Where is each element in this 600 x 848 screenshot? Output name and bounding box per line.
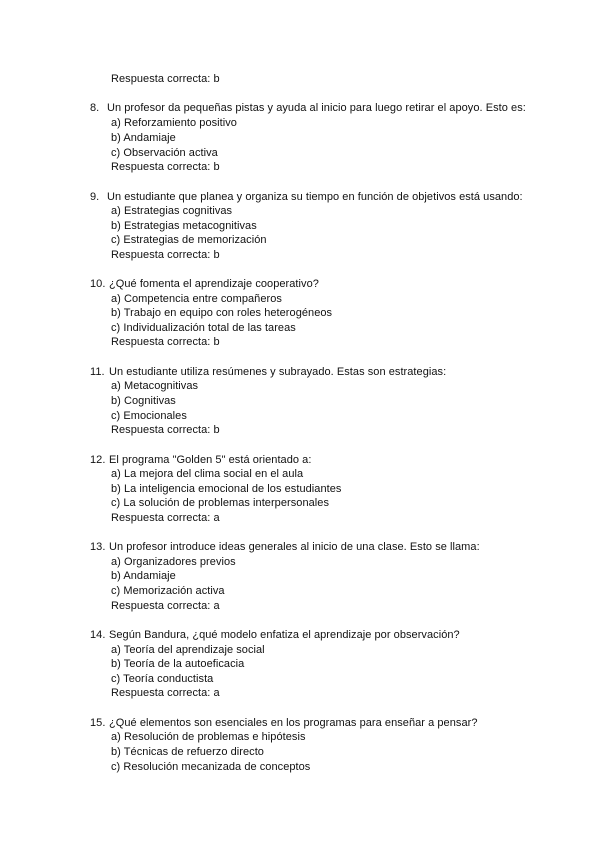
q13-number: 13. [90,541,106,553]
q9-option-a: a) Estrategias cognitivas [111,205,233,217]
q10-number: 10. [90,278,106,290]
q14-answer: Respuesta correcta: a [111,687,220,699]
q9-text: Un estudiante que planea y organiza su tiempo en función de objetivos está usando: [107,191,523,203]
q9-answer: Respuesta correcta: b [111,249,220,261]
q8-option-a: a) Reforzamiento positivo [111,117,237,129]
q14-number: 14. [90,629,106,641]
q13-text: Un profesor introduce ideas generales al inicio de una clase. Esto se llama: [109,541,480,553]
q12-number: 12. [90,454,106,466]
q15-question [90,716,478,730]
q8-question [90,101,526,115]
q8-option-b: b) Andamiaje [111,132,176,144]
q14-option-b: b) Teoría de la autoeficacia [111,658,245,670]
q10-option-a: a) Competencia entre compañeros [111,293,282,305]
q15-option-a: a) Resolución de problemas e hipótesis [111,731,306,743]
q13-answer: Respuesta correcta: a [111,600,220,612]
q9-option-c: c) Estrategias de memorización [111,234,267,246]
q11-question [90,365,446,379]
q10-answer: Respuesta correcta: b [111,336,220,348]
q12-option-a: a) La mejora del clima social en el aula [111,468,304,480]
q11-option-b: b) Cognitivas [111,395,176,407]
q11-text: Un estudiante utiliza resúmenes y subrayado. Estas son estrategias: [109,366,447,378]
q12-text: El programa "Golden 5" está orientado a: [109,454,312,466]
q13-question [90,540,480,554]
q15-option-b: b) Técnicas de refuerzo directo [111,746,264,758]
q8-answer: Respuesta correcta: b [111,161,220,173]
q15-number: 15. [90,717,106,729]
q13-option-c: c) Memorización activa [111,585,225,597]
q10-question [90,277,319,291]
q13-option-b: b) Andamiaje [111,570,176,582]
q11-answer: Respuesta correcta: b [111,424,220,436]
q12-question [90,453,311,467]
q13-option-a: a) Organizadores previos [111,556,236,568]
q11-option-a: a) Metacognitivas [111,380,199,392]
q12-option-c: c) La solución de problemas interpersonales [111,497,329,509]
q11-option-c: c) Emocionales [111,410,187,422]
q10-text: ¿Qué fomenta el aprendizaje cooperativo? [109,278,319,290]
q15-text: ¿Qué elementos son esenciales en los programas para enseñar a pensar? [109,717,478,729]
q11-number: 11. [90,366,105,378]
q10-option-c: c) Individualización total de las tareas [111,322,296,334]
q9-question [90,190,523,204]
q9-number: 9. [90,191,100,203]
q12-option-b: b) La inteligencia emocional de los estudiantes [111,483,342,495]
q8-number: 8. [90,102,100,114]
q14-option-a: a) Teoría del aprendizaje social [111,644,265,656]
q14-option-c: c) Teoría conductista [111,673,214,685]
q9-option-b: b) Estrategias metacognitivas [111,220,257,232]
q8-text: Un profesor da pequeñas pistas y ayuda al inicio para luego retirar el apoyo. Esto es: [107,102,526,114]
q14-text: Según Bandura, ¿qué modelo enfatiza el aprendizaje por observación? [109,629,460,641]
q12-answer: Respuesta correcta: a [111,512,220,524]
q10-option-b: b) Trabajo en equipo con roles heterogéneos [111,307,333,319]
q7-answer: Respuesta correcta: b [111,73,220,85]
q15-option-c: c) Resolución mecanizada de conceptos [111,761,311,773]
q8-option-c: c) Observación activa [111,147,218,159]
q14-question [90,628,460,642]
